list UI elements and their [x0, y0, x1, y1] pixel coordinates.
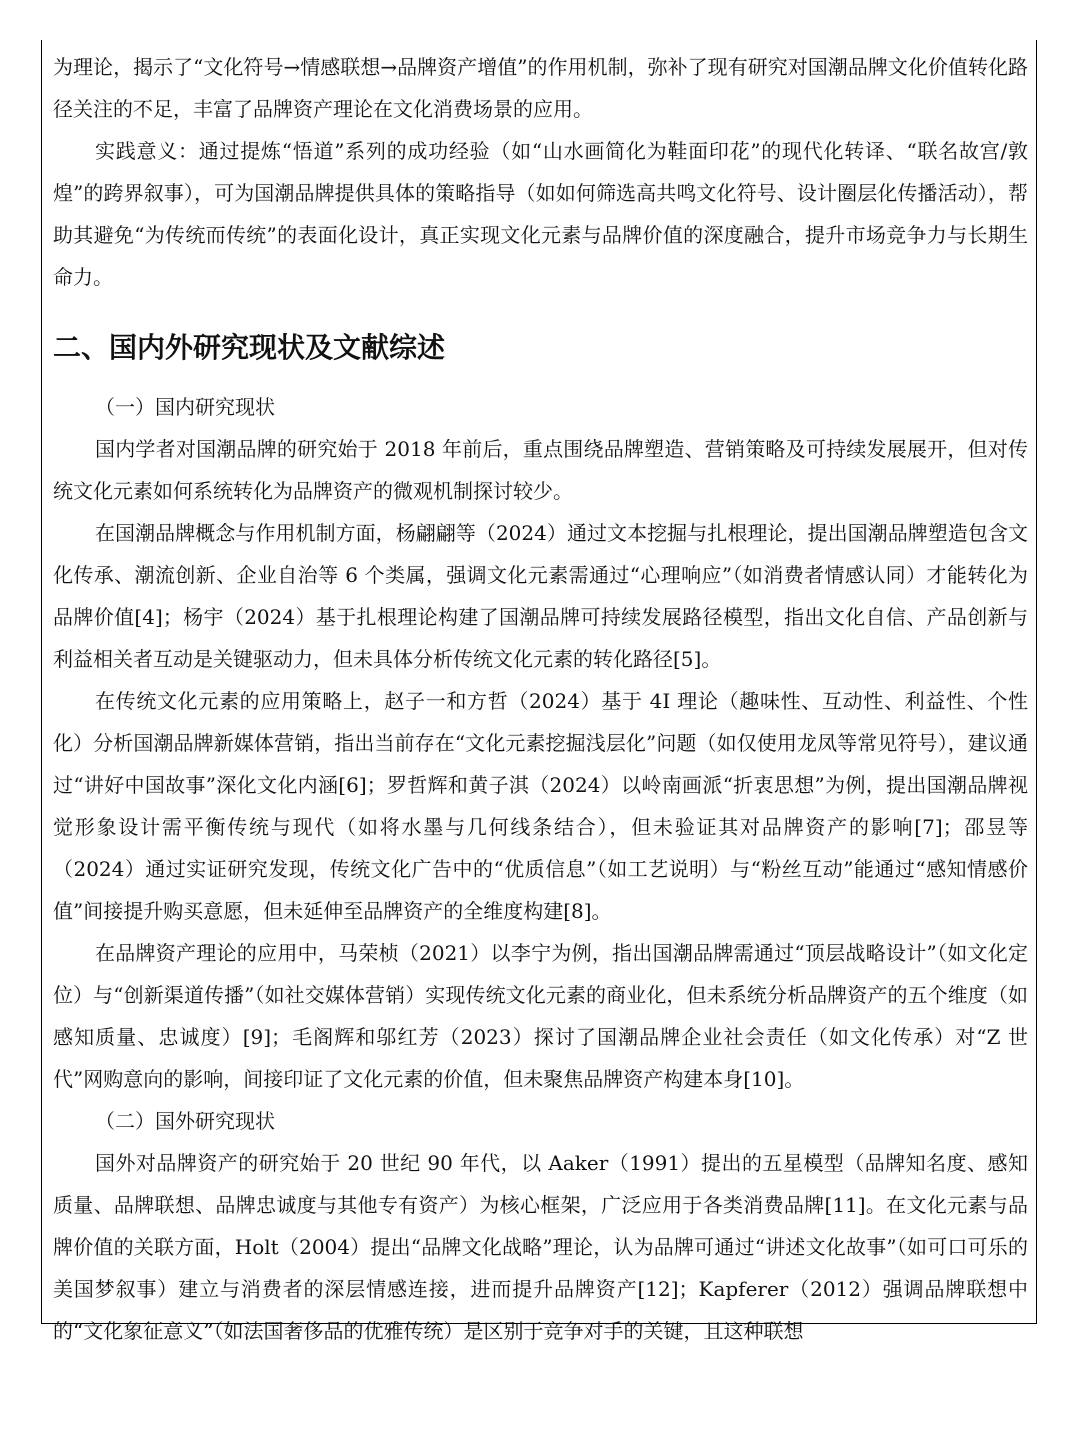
paragraph-practical-significance: 实践意义：通过提炼“悟道”系列的成功经验（如“山水画简化为鞋面印花”的现代化转译、“联名故宫/敦煌”的跨界叙事），可为国潮品牌提供具体的策略指导（如如何筛选高共鸣文化符号、设计圈层化传播活动），帮助其避免“为传统而传统”的表面化设计，真正实现文化元素与品牌价值的深度融合，提升市场竞争力与长期生命力。	[53, 139, 1028, 289]
document-body	[53, 46, 1028, 1352]
paragraph-domestic-4: 在品牌资产理论的应用中，马荣桢（2021）以李宁为例，指出国潮品牌需通过“顶层战略设计”（如文化定位）与“创新渠道传播”（如社交媒体营销）实现传统文化元素的商业化，但未系统分析品牌资产的五个维度（如感知质量、忠诚度）[9]；毛阁辉和邬红芳（2023）探讨了国潮品牌企业社会责任（如文化传承）对“Z 世代”网购意向的影响，间接印证了文化元素的价值，但未聚焦品牌资产构建本身[10]。	[53, 941, 1028, 1091]
paragraph-foreign-1: 国外对品牌资产的研究始于 20 世纪 90 年代，以 Aaker（1991）提出的五星模型（品牌知名度、感知质量、品牌联想、品牌忠诚度与其他专有资产）为核心框架，广泛应用于各类消费品牌[11]。在文化元素与品牌价值的关联方面，Holt（2004）提出“品牌文化战略”理论，认为品牌可通过“讲述文化故事”（如可口可乐的美国梦叙事）建立与消费者的深层情感连接，进而提升品牌资产[12]；Kapferer（2012）强调品牌联想中的“文化象征意义”（如法国奢侈品的优雅传统）是区别于竞争对手的关键，且这种联想	[53, 1151, 1028, 1343]
subsection-heading-domestic: （一）国内研究现状	[95, 395, 275, 419]
paragraph-domestic-2: 在国潮品牌概念与作用机制方面，杨翩翩等（2024）通过文本挖掘与扎根理论，提出国潮品牌塑造包含文化传承、潮流创新、企业自治等 6 个类属，强调文化元素需通过“心理响应”（如消费者情感认同）才能转化为品牌价值[4]；杨宇（2024）基于扎根理论构建了国潮品牌可持续发展路径模型，指出文化自信、产品创新与利益相关者互动是关键驱动力，但未具体分析传统文化元素的转化路径[5]。	[53, 521, 1028, 671]
section-title-literature-review: 二、国内外研究现状及文献综述	[53, 331, 446, 364]
subsection-heading-foreign: （二）国外研究现状	[95, 1109, 275, 1133]
paragraph-domestic-3: 在传统文化元素的应用策略上，赵子一和方哲（2024）基于 4I 理论（趣味性、互动性、利益性、个性化）分析国潮品牌新媒体营销，指出当前存在“文化元素挖掘浅层化”问题（如仅使用龙凤等常见符号），建议通过“讲好中国故事”深化文化内涵[6]；罗哲辉和黄子淇（2024）以岭南画派“折衷思想”为例，提出国潮品牌视觉形象设计需平衡传统与现代（如将水墨与几何线条结合），但未验证其对品牌资产的影响[7]；邵昱等（2024）通过实证研究发现，传统文化广告中的“优质信息”（如工艺说明）与“粉丝互动”能通过“感知情感价值”间接提升购买意愿，但未延伸至品牌资产的全维度构建[8]。	[53, 689, 1028, 923]
paragraph-theory-significance: 为理论，揭示了“文化符号→情感联想→品牌资产增值”的作用机制，弥补了现有研究对国潮品牌文化价值转化路径关注的不足，丰富了品牌资产理论在文化消费场景的应用。	[53, 55, 1028, 121]
paragraph-domestic-1: 国内学者对国潮品牌的研究始于 2018 年前后，重点围绕品牌塑造、营销策略及可持续发展展开，但对传统文化元素如何系统转化为品牌资产的微观机制探讨较少。	[53, 437, 1028, 503]
